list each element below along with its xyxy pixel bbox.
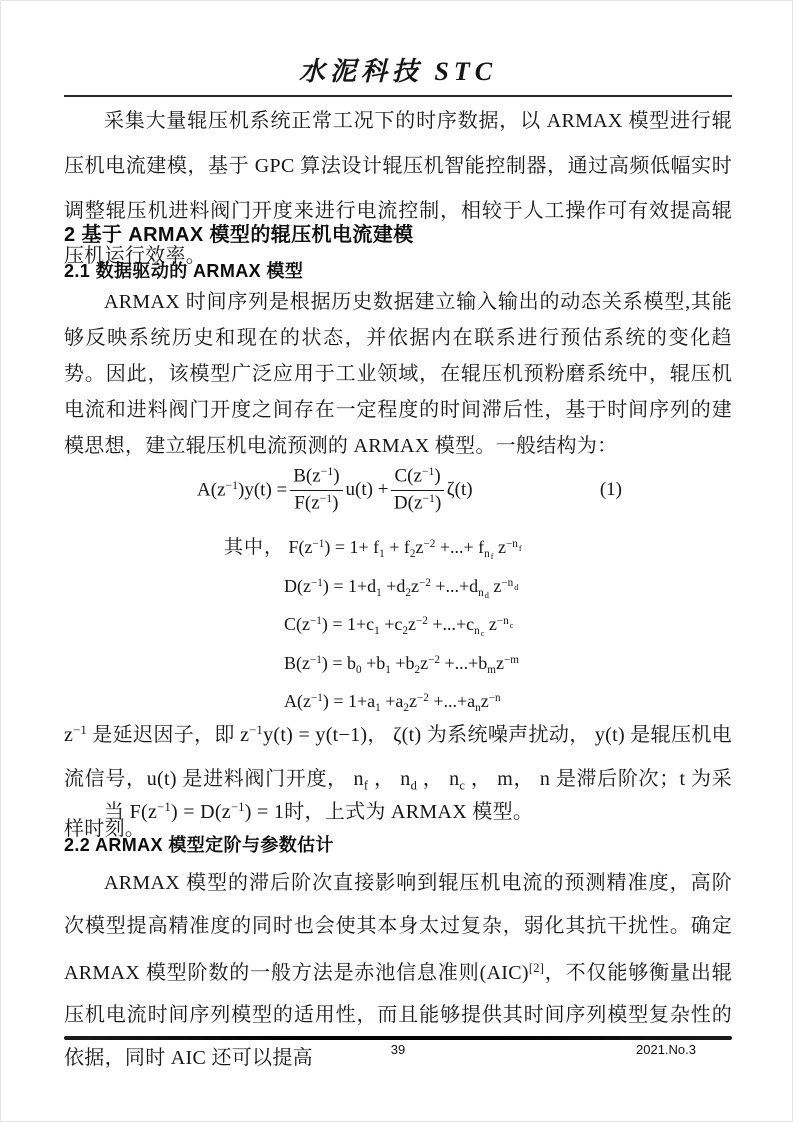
polynomial-d: $D(z^{-1}) = 1+d_1 +d_2z^{-2} +...+d_{nd}$ $z^{-n}d$ (284, 575, 519, 600)
polynomial-c: $C(z^{-1}) = 1+c_1 +c_2z^{-2} +...+c_{nc}$ $z^{-n}c$ (284, 614, 514, 639)
polynomial-b: $B(z^{-1}) = b_0 +b_1 +b_2z^{-2} +...+b_mz^{-m}$ (284, 652, 519, 676)
equation-1 (64, 463, 732, 517)
issue-number: 2021.No.3 (636, 1042, 696, 1057)
fraction-denominator-f: $F(z^{-1})$ (294, 491, 339, 513)
fraction-numerator-c: $C(z^{-1})$ (391, 465, 443, 490)
paragraph-aic: ARMAX 模型的滞后阶次直接影响到辊压机电流的预测精准度，高阶次模型提高精准度的同时也会使其本身太过复杂，弱化其抗干扰性。确定 ARMAX 模型阶数的一般方法是赤池信息准则(AIC)[2]，不仅能够衡量出辊压机电流时间序列模型的适用性，而且能够提供其时间序列模型复杂性的依据，同时 AIC 还可以提高 (64, 872, 732, 1069)
page-number: 39 (390, 1042, 406, 1057)
paragraph-armax-description: ARMAX 时间序列是根据历史数据建立输入输出的动态关系模型,其能够反映系统历史和现在的状态，并依据内在联系进行预估系统的变化趋势。因此，该模型广泛应用于工业领域，在辊压机预粉磨系统中，辊压机电流和进料阀门开度之间存在一定程度的时间滞后性，基于时间序列的建模思想，建立辊压机电流预测的 ARMAX 模型。一般结构为： (64, 291, 732, 457)
paragraph-armax-condition: 当 $F(z^{-1}) = D(z^{-1}) = 1$时，上式为 ARMAX 模型。 (104, 800, 534, 823)
journal-title: 水泥科技 STC (298, 57, 498, 86)
equation-line-c (64, 602, 732, 641)
section-heading-2: 2 基于 ARMAX 模型的辊压机电流建模 (64, 224, 414, 246)
equation-definitions (64, 525, 732, 718)
equation-1-tail: ζ(t) (446, 479, 473, 500)
equation-1-fraction-bf (290, 465, 342, 515)
fraction-denominator-d: $D(z^{-1})$ (393, 491, 442, 513)
equation-1-middle: u(t) + (345, 479, 389, 500)
paragraph-symbol-explanation: $z^{-1}$ 是延迟因子，即 $z^{-1}y(t) = y(t-1)$， ζ(t) 为系统噪声扰动， y(t) 是辊压机电流信号，u(t) 是进料阀门开度， $n_f$ ， $n_d$ ， $n_c$ ， m， n 是滞后阶次；t 为采样时刻。 (64, 723, 732, 841)
equation-1-number: (1) (599, 479, 622, 500)
equation-line-b (64, 641, 732, 680)
polynomial-f: $F(z^{-1}) = 1+ f_1 + f_2z^{-2}$ +...+ $f_{nf}$ $z^{-n}f$ (288, 537, 522, 562)
section-heading-2-1: 2.1 数据驱动的 ARMAX 模型 (64, 261, 304, 281)
header-rule (64, 95, 732, 97)
section-heading-2-2: 2.2 ARMAX 模型定阶与参数估计 (64, 835, 334, 855)
polynomial-a: $A(z^{-1}) = 1+a_1 +a_2z^{-2} +...+a_nz^{-n}$ (284, 691, 501, 715)
footer-rule (64, 1036, 732, 1040)
where-label: 其中， (224, 537, 285, 559)
equation-line-d (64, 564, 732, 603)
footer (64, 1042, 732, 1057)
paragraph-intro: 采集大量辊压机系统正常工况下的时序数据，以 ARMAX 模型进行辊压机电流建模，基于 GPC 算法设计辊压机智能控制器，通过高频低幅实时调整辊压机进料阀门开度来进行电流控制，相较于人工操作可有效提高辊压机运行效率。 (64, 110, 732, 267)
equation-1-fraction-cd (391, 465, 443, 515)
equation-line-f (64, 525, 732, 564)
fraction-numerator-b: $B(z^{-1})$ (290, 465, 342, 490)
equation-1-lhs: $A(z^{-1})y(t)$ = (197, 478, 288, 501)
